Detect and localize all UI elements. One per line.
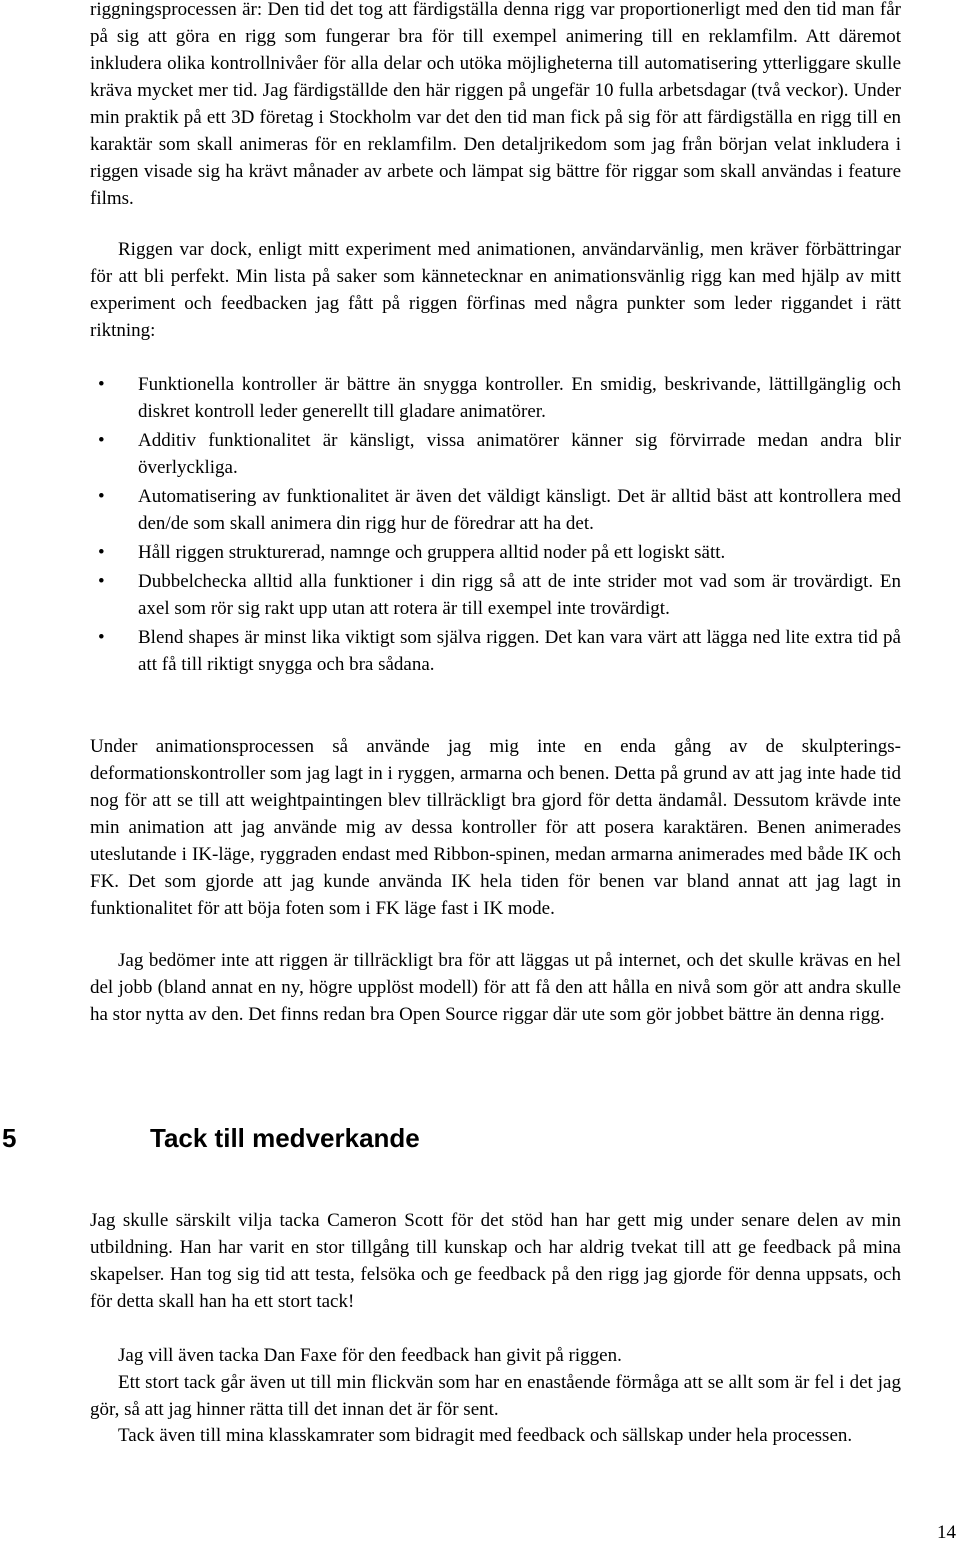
paragraph-animation-process: Under animationsprocessen så använde jag mig inte en enda gång av de skulpterings-deformationskontroller som jag lagt in i ryggen, armarna och benen. Detta på grund av att jag inte hade tid nog för att se till att weightpaintingen blev tillräckligt bra gjord för detta ändamål. Dessutom krävde inte min animation att jag använde mig av dessa kontroller för att posera karaktären. Benen animerades uteslutande i IK-läge, ryggraden endast med Ribbon-spinen, medan armarna animerades med både IK och FK. Det som gjorde att jag kunde använda IK hela tiden för benen var bland annat att jag lagt in funktionalitet för att böja foten som i FK läge fast i IK mode. [90, 736, 901, 919]
list-item-text: Additiv funktionalitet är känsligt, vissa animatörer känner sig förvirrade medan andra blir överlyckliga. [138, 430, 901, 478]
list-item [90, 427, 901, 481]
paragraph-thanks-cameron: Jag skulle särskilt vilja tacka Cameron Scott för det stöd han har gett mig under senare delen av min utbildning. Han har varit en stor tillgång till kunskap och har aldrig tvekat till att ge feedback på mina skapelser. Han tog sig tid att testa, felsöka och ge feedback på den rigg jag gjorde för denna uppsats, och för detta skall han ha ett stort tack! [90, 1210, 901, 1312]
bullet-icon: • [98, 486, 105, 507]
bullet-icon: • [98, 542, 105, 563]
list-item [90, 539, 901, 566]
list-item [90, 371, 901, 425]
list-item-text: Håll riggen strukturerad, namnge och gruppera alltid noder på ett logiskt sätt. [138, 542, 726, 563]
section-title: Tack till medverkande [150, 1123, 420, 1153]
bullet-icon: • [98, 374, 105, 395]
list-item-text: Dubbelchecka alltid alla funktioner i din rigg så att de inte strider mot vad som är trovärdigt. En axel som rör sig rakt upp utan att rotera är till exempel inte trovärdigt. [138, 571, 901, 619]
page-number: 14 [937, 1522, 956, 1543]
bullet-list-rig-guidelines [90, 371, 901, 680]
paragraph-rig-assessment: Jag bedömer inte att riggen är tillräckligt bra för att läggas ut på internet, och det skulle krävas en hel del jobb (bland annat en ny, högre upplöst modell) för att få den att hålla en nivå som gör att andra skulle ha stor nytta av den. Det finns redan bra Open Source riggar där ute som gör jobbet bättre än denna rigg. [90, 950, 901, 1025]
list-item-text: Automatisering av funktionalitet är även det väldigt känsligt. Det är alltid bäst att kontrollera med den/de som skall animera din rigg hur de föredrar att ha det. [138, 486, 901, 534]
section-heading [0, 1118, 960, 1158]
paragraph-rig-usability: Riggen var dock, enligt mitt experiment med animationen, användarvänlig, men kräver förbättringar för att bli perfekt. Min lista på saker som kännetecknar en animationsvänlig rigg kan med hjälp av mitt experiment och feedbacken jag fått på riggen förfinas med några punkter som leder riggandet i rätt riktning: [90, 239, 901, 341]
section-number: 5 [2, 1123, 17, 1153]
list-item [90, 624, 901, 678]
list-item-text: Blend shapes är minst lika viktigt som själva riggen. Det kan vara värt att lägga ned lite extra tid på att få till riktigt snygga och bra sådana. [138, 627, 901, 675]
list-item-text: Funktionella kontroller är bättre än snygga kontroller. En smidig, beskrivande, lättillgänglig och diskret kontroll leder generellt till gladare animatörer. [138, 374, 901, 422]
bullet-icon: • [98, 571, 105, 592]
list-item [90, 483, 901, 537]
bullet-icon: • [98, 430, 105, 451]
paragraph-thanks-classmates: Tack även till mina klasskamrater som bidragit med feedback och sällskap under hela processen. [118, 1425, 853, 1446]
bullet-icon: • [98, 627, 105, 648]
paragraph-thanks-dan: Jag vill även tacka Dan Faxe för den feedback han givit på riggen. [118, 1345, 622, 1366]
list-item [90, 568, 901, 622]
paragraph-thanks-girlfriend: Ett stort tack går även ut till min flickvän som har en enastående förmåga att se allt som är fel i det jag gör, så att jag hinner rätta till det innan det är för sent. [90, 1372, 901, 1420]
paragraph-rig-time: riggningsprocessen är: Den tid det tog att färdigställa denna rigg var proportionerligt med den tid man får på sig att göra en rigg som fungerar bra för till exempel animering till en reklamfilm. Att däremot inkludera olika kontrollnivåer för alla delar och utöka möjligheterna till automatisering ytterliggare skulle kräva mycket mer tid. Jag färdigställde den här riggen på ungefär 10 fulla arbetsdagar (två veckor). Under min praktik på ett 3D företag i Stockholm var det den tid man fick på sig för att färdigställa en rigg till en karaktär som skall animeras för en reklamfilm. Den detaljrikedom som jag från början velat inkludera i riggen visade sig ha krävt månader av arbete och lämpat sig bättre för riggar som skall användas i feature films. [90, 0, 901, 209]
